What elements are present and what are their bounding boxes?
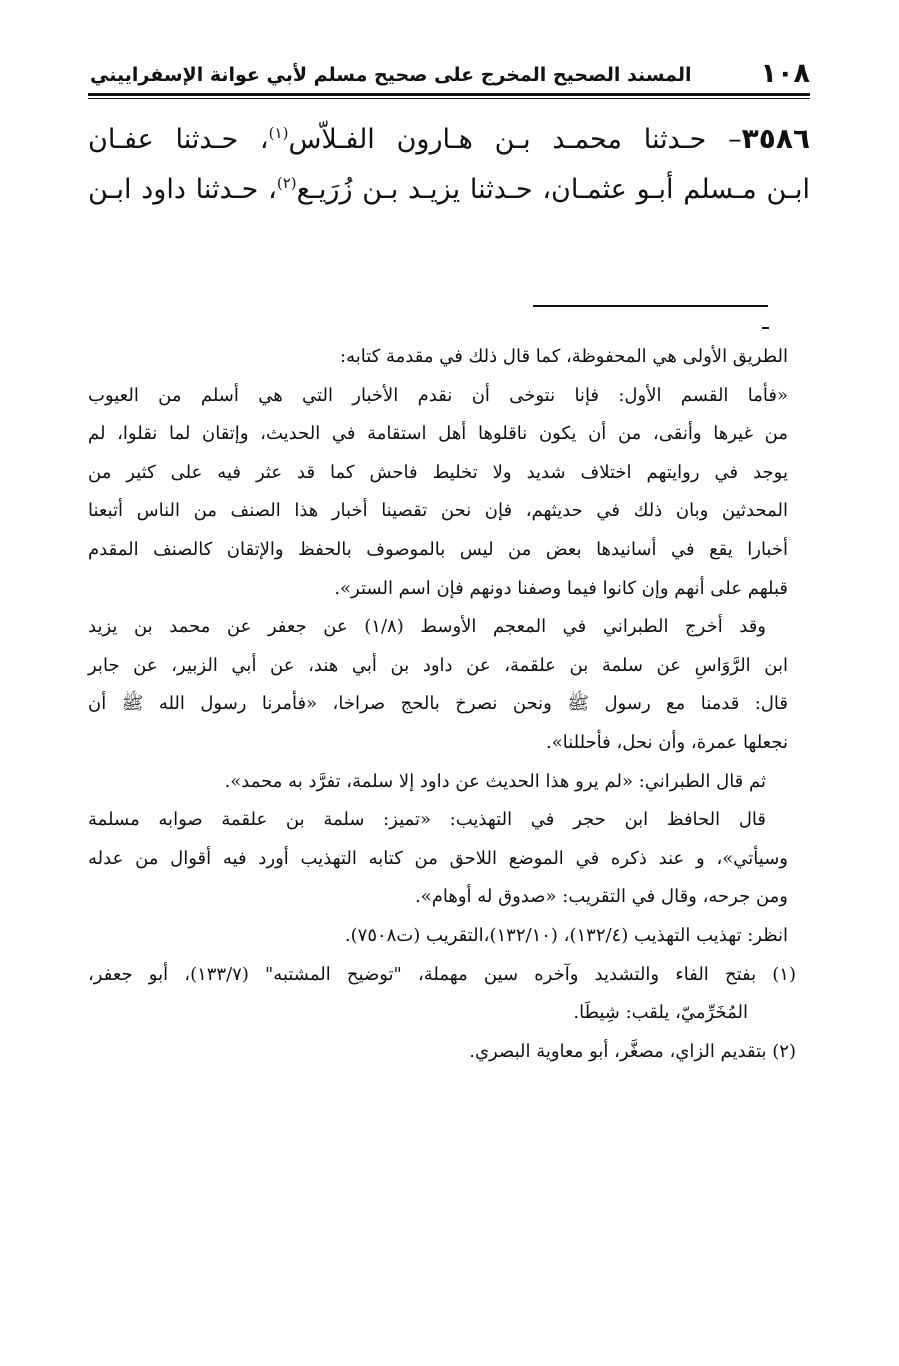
footnote-continuation-mark bbox=[762, 327, 769, 329]
footnote-ref-1: (١) bbox=[268, 124, 289, 142]
footnote-line: «فأما القسم الأول: فإنا نتوخى أن نقدم الأخبار التي هي أسلم من العيوب bbox=[88, 384, 788, 406]
footnote-line: انظر: تهذيب التهذيب (١٣٢/٤)، (١٣٢/١٠)،التقريب (ت٧٥٠٨). bbox=[344, 924, 788, 946]
footnote-line: ومن جرحه، وقال في التقريب: «صدوق له أوهام». bbox=[415, 886, 788, 908]
footnote-line: ثم قال الطبراني: «لم يرو هذا الحديث عن داود إلا سلمة، تفرَّد به محمد». bbox=[224, 770, 766, 792]
header-rule-thin bbox=[88, 98, 810, 99]
footnote-line: قال: قدمنا مع رسول ﷺ ونحن نصرخ بالحج صراخا، «فأمرنا رسول الله ﷺ أن bbox=[88, 693, 788, 715]
main-line-1 bbox=[88, 113, 810, 164]
footnote-line: قال الحافظ ابن حجر في التهذيب: «تميز: سلمة بن علقمة صوابه مسلمة bbox=[88, 809, 766, 831]
footnote-1-continuation: المُخَرِّميّ، يلقب: شِيطَا. bbox=[573, 1002, 748, 1024]
main-line-2-end: ، حـدثنا داود ابـن bbox=[88, 174, 277, 205]
footnote-line: يوجد في روايتهم اختلاف شديد ولا تخليط فاحش كما قد عثر فيه على كثير من bbox=[88, 461, 788, 483]
footnote-line: الطريق الأولى هي المحفوظة، كما قال ذلك في مقدمة كتابه: bbox=[340, 346, 788, 367]
footnote-line: أخبارا يقع في أسانيدها بعض من ليس بالموصوف بالحفظ والإتقان كالصنف المقدم bbox=[88, 538, 788, 560]
main-line-2 bbox=[88, 164, 810, 215]
main-line-1-text: – حـدثنا محمـد بـن هـارون الفـلاّس bbox=[288, 124, 742, 155]
footnote-line: وسيأتي»، و عند ذكره في الموضع اللاحق من كتابه التهذيب أورد فيه أقوال من عدله bbox=[88, 847, 788, 869]
hadith-number: ٣٥٨٦ bbox=[741, 122, 811, 155]
page-header bbox=[90, 52, 810, 92]
footnotes bbox=[88, 338, 796, 1071]
main-text bbox=[88, 113, 810, 215]
main-line-2-text: ابـن مـسلم أبـو عثمـان، حـدثنا يزيـد بـن زُرَيـع bbox=[296, 174, 810, 205]
footnote-ref-2: (٢) bbox=[276, 174, 297, 192]
footnote-line: ابن الرَّوَاسِ عن سلمة بن علقمة، عن داود بن أبي هند، عن أبي الزبير، عن جابر bbox=[88, 654, 788, 676]
footnote-separator bbox=[533, 305, 768, 307]
footnote-line: وقد أخرج الطبراني في المعجم الأوسط (١/٨) عن جعفر عن محمد بن يزيد bbox=[88, 616, 766, 638]
footnote-line: من غيرها وأنقى، من أن يكون ناقلوها أهل استقامة في الحديث، وإتقان لما نقلوا، لم bbox=[88, 423, 788, 445]
footnote-line: قبلهم على أنهم وإن كانوا فيما وصفنا دونهم فإن اسم الستر». bbox=[334, 577, 788, 599]
page-number: ١٠٨ bbox=[760, 58, 810, 89]
footnote-1: (١) بفتح الفاء والتشديد وآخره سين مهملة، "توضيح المشتبه" (١٣٣/٧)، أبو جعفر، bbox=[88, 963, 796, 985]
footnote-line: المحدثين وبان ذلك في حديثهم، فإن نحن تقصينا أخبار هذا الصنف من الناس أتبعنا bbox=[88, 500, 788, 522]
footnote-line: نجعلها عمرة، وأن نحل، فأحللنا». bbox=[545, 731, 788, 753]
footnote-2: (٢) بتقديم الزاي، مصغَّر، أبو معاوية البصري. bbox=[469, 1040, 796, 1062]
header-rule bbox=[88, 93, 810, 96]
main-line-1-end: ، حـدثنا عفـان bbox=[88, 124, 269, 155]
running-title: المسند الصحيح المخرج على صحيح مسلم لأبي عوانة الإسفراييني bbox=[90, 64, 692, 86]
